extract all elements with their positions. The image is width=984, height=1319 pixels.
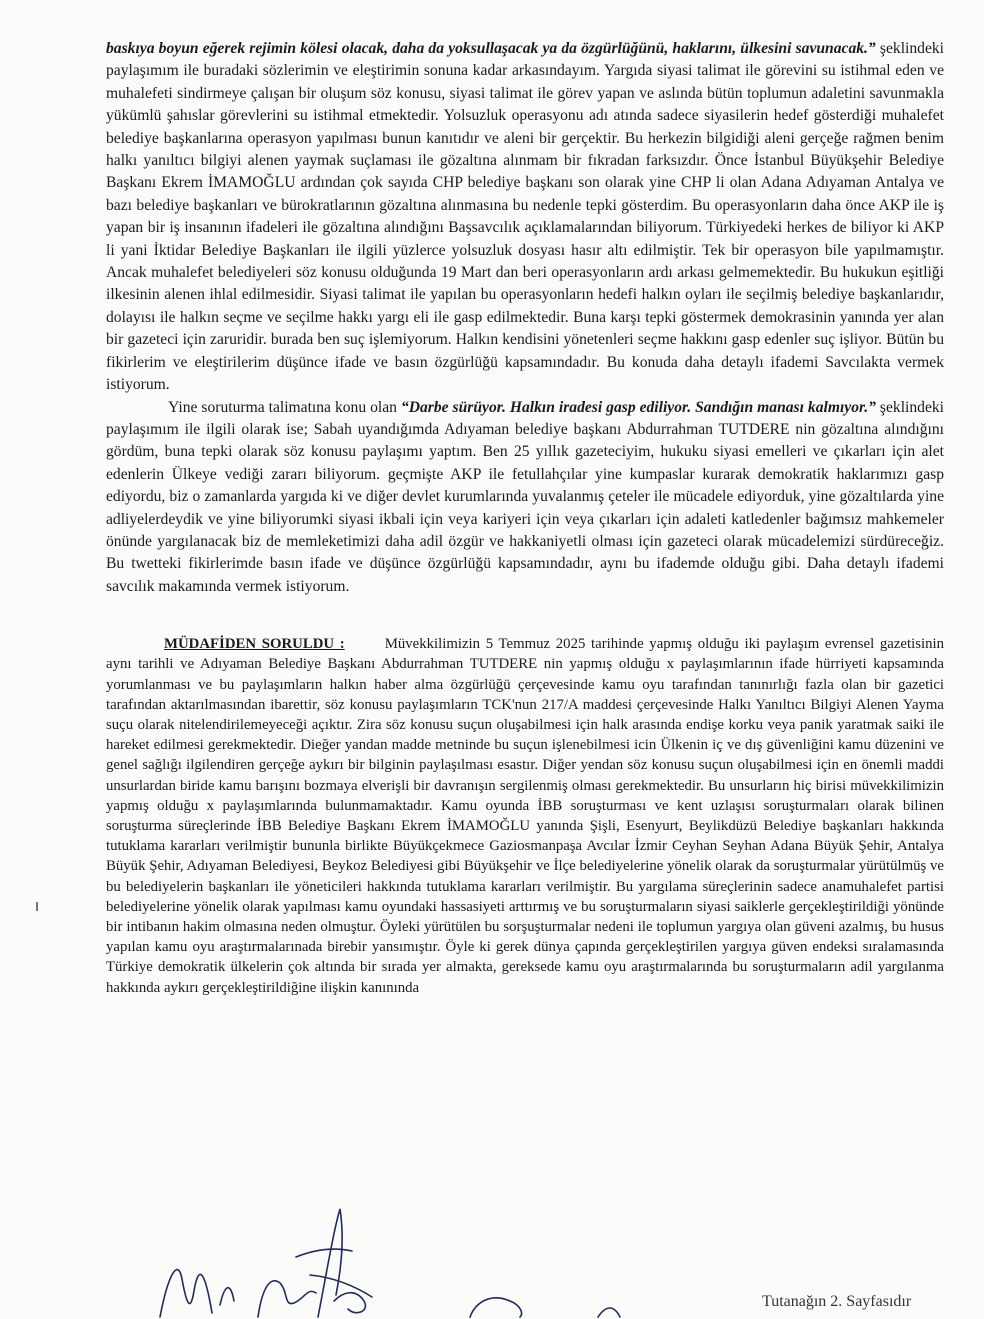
statement-text-2: şeklindeki paylaşımım ile ilgili olarak ise; Sabah uyandığımda Adıyaman belediye başkanı Abdurrahman TUTDERE nin gözaltına alındığını gördüm, buna tepki olarak söz konusu paylaşımı yaptım. Ben 25 yıllık gazeteciyim, hukuku siyasi emelleri ve çıkarları için alet edenlerin Ülkeye vediği zararı biliyorum. geçmişte AKP ile fetullahçılar yine kumpaslar kurarak demokratik haklarımızı gasp ediyordu, biz o zamanlarda yargıda ki ve diğer devlet kurumlarında yuvalanmış çeteler ile mücadele ediyorduk, yine gözaltılarda yine adliyelerdeydik ve yine biliyorumki siyasi ikbali için veya kariyeri için veya çıkarları için adaleti katledenler bağımsız mahkemeler önünde yargılanacak biz de memleketimizi daha adil özgür ve hakkaniyetli olması için gazeteci olarak mücadelemizi sürdüreceğiz. Bu twetteki fikirlerimde basın ifade ve düşünce özgürlüğü kapsamındadır, aynı bu ifademde olduğu gibi. Daha detaylı ifademi savcılık makamında vermek istiyorum. (106, 398, 945, 595)
document-body (106, 38, 944, 998)
statement-paragraph-2 (106, 397, 944, 599)
quoted-post-1: baskıya boyun eğerek rejimin kölesi olacak, daha da yoksullaşacak ya da özgürlüğünü, haklarını, ülkesini savunacak.” (106, 40, 876, 57)
page-footer: Tutanağın 2. Sayfasıdır (762, 1293, 912, 1310)
statement-text-1: şeklindeki paylaşımım ile buradaki sözlerimin ve eleştirimin sonuna kadar arkasındayım. Yargıda siyasi talimat ile görevini su istihmal eden ve muhalefeti sindirmeye çalışan bir oluşum söz konusu, siyasi talimat ile görev yapan ve aslında bütün toplumun adaletini savunmakla yükümlü şahıslar görevlerini su istihmal etmektedir. Yolsuzluk operasyonu adı atında sadece siyasilerin hedef gösterdiği muhalefet belediye başkanlarına operasyon yapılması bunun kanıtıdır ve aleni bir gerçektir. Bu herkezin bilgidiği aleni gerçeğe rağmen benim halkı yanıltıcı bilgiyi alenen yaymak suçlaması ile gözaltına alınmam bir fıkradan farksızdır. Önce İstanbul Büyükşehir Belediye Başkanı Ekrem İMAMOĞLU ardından çok sayıda CHP belediye başkanı son olarak yine CHP li olan Adana Adıyaman Antalya ve bazı belediye başkanları ve bürokratlarının gözaltına alınmasına bu nedenle tepki gösterdim. Bu operasyonların daha önce AKP ile iş yapan bir iş insanının ifadeleri ile gözaltına alındığını Başsavcılık açıklamalarından biliyorum. Türkiyedeki herkes de biliyor ki AKP li yani İktidar Belediye Başkanları ile ilgili yüzlerce yolsuzluk dosyası hasır altı edilmiştir. Tek bir operasyon bile yapılmamıştır. Ancak muhalefet belediyeleri söz konusu olduğunda 19 Mart dan beri operasyonların ardı arkası gelmemektedir. Bu hukukun eşitliği ilkesinin alenen ihlal edilmesidir. Siyasi talimat ile yapılan bu operasyonların hedefi halkın oyları ile seçilmiş belediye başkanlarıdır, dolayısı ile halkın seçme ve seçilme hakkı yargı eli ile gasp edilmektedir. Buna karşı tepki göstermek demokrasinin yanında yer alan bir gazeteci için zaruridir. burada ben suç işlemiyorum. Halkın kendisini yönetenleri seçme hakkını gasp edenler suç işliyor. Bütün bu fikirlerim ve eleştirilerim düşünce ifade ve basın özgürlüğü kapsamındadır. Bu konuda daha detaylı ifademi Savcılakta vermek istiyorum. (106, 40, 945, 394)
quoted-post-2: “Darbe sürüyor. Halkın iradesi gasp ediliyor. Sandığın manası kalmıyor.” (400, 398, 876, 416)
defense-section (106, 634, 944, 998)
statement-paragraph-1 (106, 38, 944, 397)
section-label: MÜDAFİDEN SORULDU : (164, 636, 345, 653)
statement-intro-2: Yine soruturma talimatına konu olan (168, 398, 401, 416)
margin-mark (36, 902, 38, 911)
signatures-image (120, 1205, 760, 1319)
section-body: Müvekkilimizin 5 Temmuz 2025 tarihinde yapmış olduğu iki paylaşım evrensel gazetisinin aynı tarihli ve Adıyaman Belediye Başkanı Abdurrahman TUTDERE nin yapmış olduğu x paylaşımlarının ifade hürriyeti kapsamında yorumlanması ve bu paylaşımların halkın haber alma özgürlüğü çerçevesinde kamu oyu tarafından tanınırlığı fazla olan bir gazetici tarafından aktarılmasından ibarettir, söz konusu paylaşımların TCK'nun 217/A maddesi çerçevesinde Halkı Yanıltıcı Bilgiyi Alenen Yayma suçu olarak nitelendirilemeyeceği açıktır. Zira söz konusu suçun oluşabilmesi için halk arasında endişe korku veya panik yaratmak saiki ile hareket edilmesi gerekmektedir. Dieğer yandan madde metninde bu suçun işlenebilmesi icin Ülkenin iç ve dış güvenliğini kamu düzenini ve genel sağlığı ilgilendiren gerçeğe aykırı bir bilginin paylaşılması esastır. Diğer yendan söz konusu suçun oluşabilmesi için en önemli maddi unsurlardan biride kamu barışını bozmaya elverişli bir davranışın sergilenmiş olması gerekmektedir. Bu unsurların hiç birisi müvekkilimizin yapmış olduğu x paylaşımlarında bulunmamaktadır. Kamu oyunda İBB soruşturması ve kent uzlaşısı soruşturmaları olarak bilinen soruşturma süreçlerinde İBB Belediye Başkanı Ekrem İMAMOĞLU yanında Şişli, Esenyurt, Beylikdüzü Belediye başkanları hakkında tutuklama kararları verilmiştir bununla birlikte Büyükçekmece Gaziosmanpaşa Avcılar İzmir Ceyhan Seyhan Adana Büyük Şehir, Antalya Büyük Şehir, Adıyaman Belediyesi, Beykoz Belediyesi gibi Büyükşehir ve İlçe belediyelerine yönelik olarak da soruşturmalar yürütülmüş ve bu belediyelerin başkanları ile yöneticileri hakkında tutuklama kararları verilmiştir. Bu yargılama süreçlerinin sadece anamuhalefet partisi belediyelerine yönelik olarak yapılması kamu oyundaki hassasiyeti arttırmış ve bu soruşturmaların siyasi saiklerle gerçekleştirildiği yönünde bir intibanın hakim olmasına neden olmuştur. Öyleki yürütülen bu sorşuşturmalar nedeni ile toplumun yargıya olan güveni azalmış, bu husus yapılan kamu oyu araştırmalarınada birebir yansımıştır. Öyle ki gerek dünya çapında gerçekleştirilen yargıya güven endeksi sıralamasında Türkiye demokratik ülkelerin çok altında bir sırada yer almakta, gereksede kamu oyu araştırmalarında bu soruşturmaların adil yargılanma hakkında aykırı gerçekleştirildiğine ilişkin kanınında (106, 636, 944, 996)
